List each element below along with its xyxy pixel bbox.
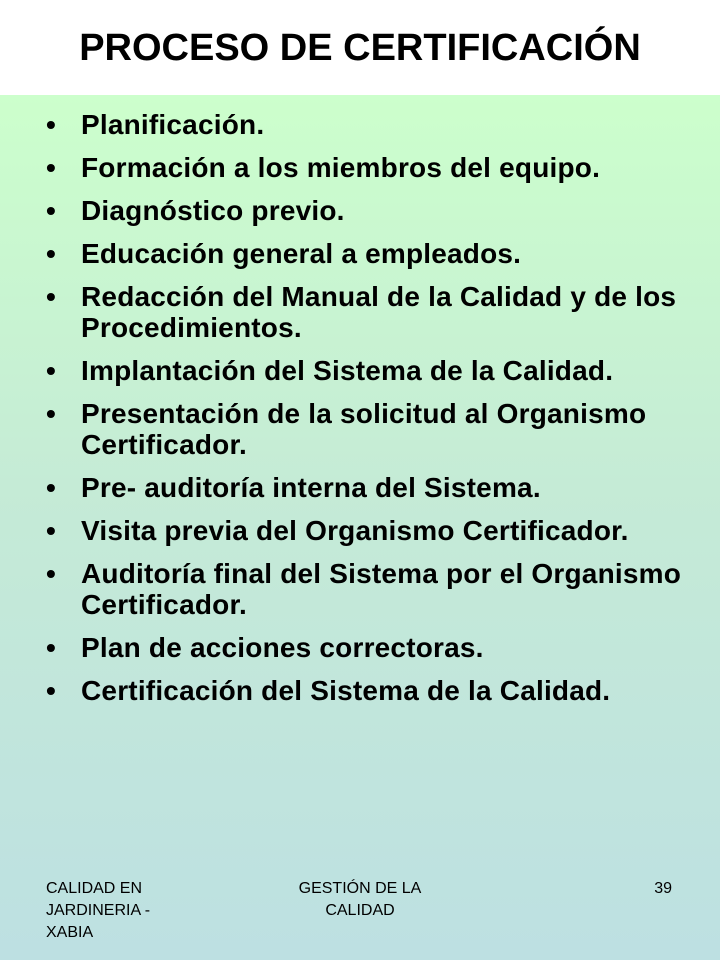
list-item: • Planificación.: [0, 109, 720, 140]
list-item: • Certificación del Sistema de la Calidad.: [0, 675, 720, 706]
list-item: • Redacción del Manual de la Calidad y de los Procedimientos.: [0, 281, 720, 343]
footer-center-text: GESTIÓN DE LA CALIDAD: [298, 880, 422, 919]
footer-left-text: CALIDAD EN JARDINERIA - XABIA: [46, 880, 151, 941]
slide-content: [0, 95, 720, 960]
list-item: • Auditoría final del Sistema por el Organismo Certificador.: [0, 558, 720, 620]
slide-title: PROCESO DE CERTIFICACIÓN: [79, 27, 641, 69]
list-item: • Pre- auditoría interna del Sistema.: [0, 472, 720, 503]
list-item: • Educación general a empleados.: [0, 238, 720, 269]
list-item: • Implantación del Sistema de la Calidad.: [0, 355, 720, 386]
list-item: • Presentación de la solicitud al Organismo Certificador.: [0, 398, 720, 460]
page-number: 39: [654, 880, 672, 897]
bullet-list: [0, 109, 720, 718]
list-item: • Formación a los miembros del equipo.: [0, 152, 720, 183]
list-item: • Diagnóstico previo.: [0, 195, 720, 226]
title-bar: [0, 0, 720, 95]
list-item: • Plan de acciones correctoras.: [0, 632, 720, 663]
list-item: • Visita previa del Organismo Certificador.: [0, 515, 720, 546]
